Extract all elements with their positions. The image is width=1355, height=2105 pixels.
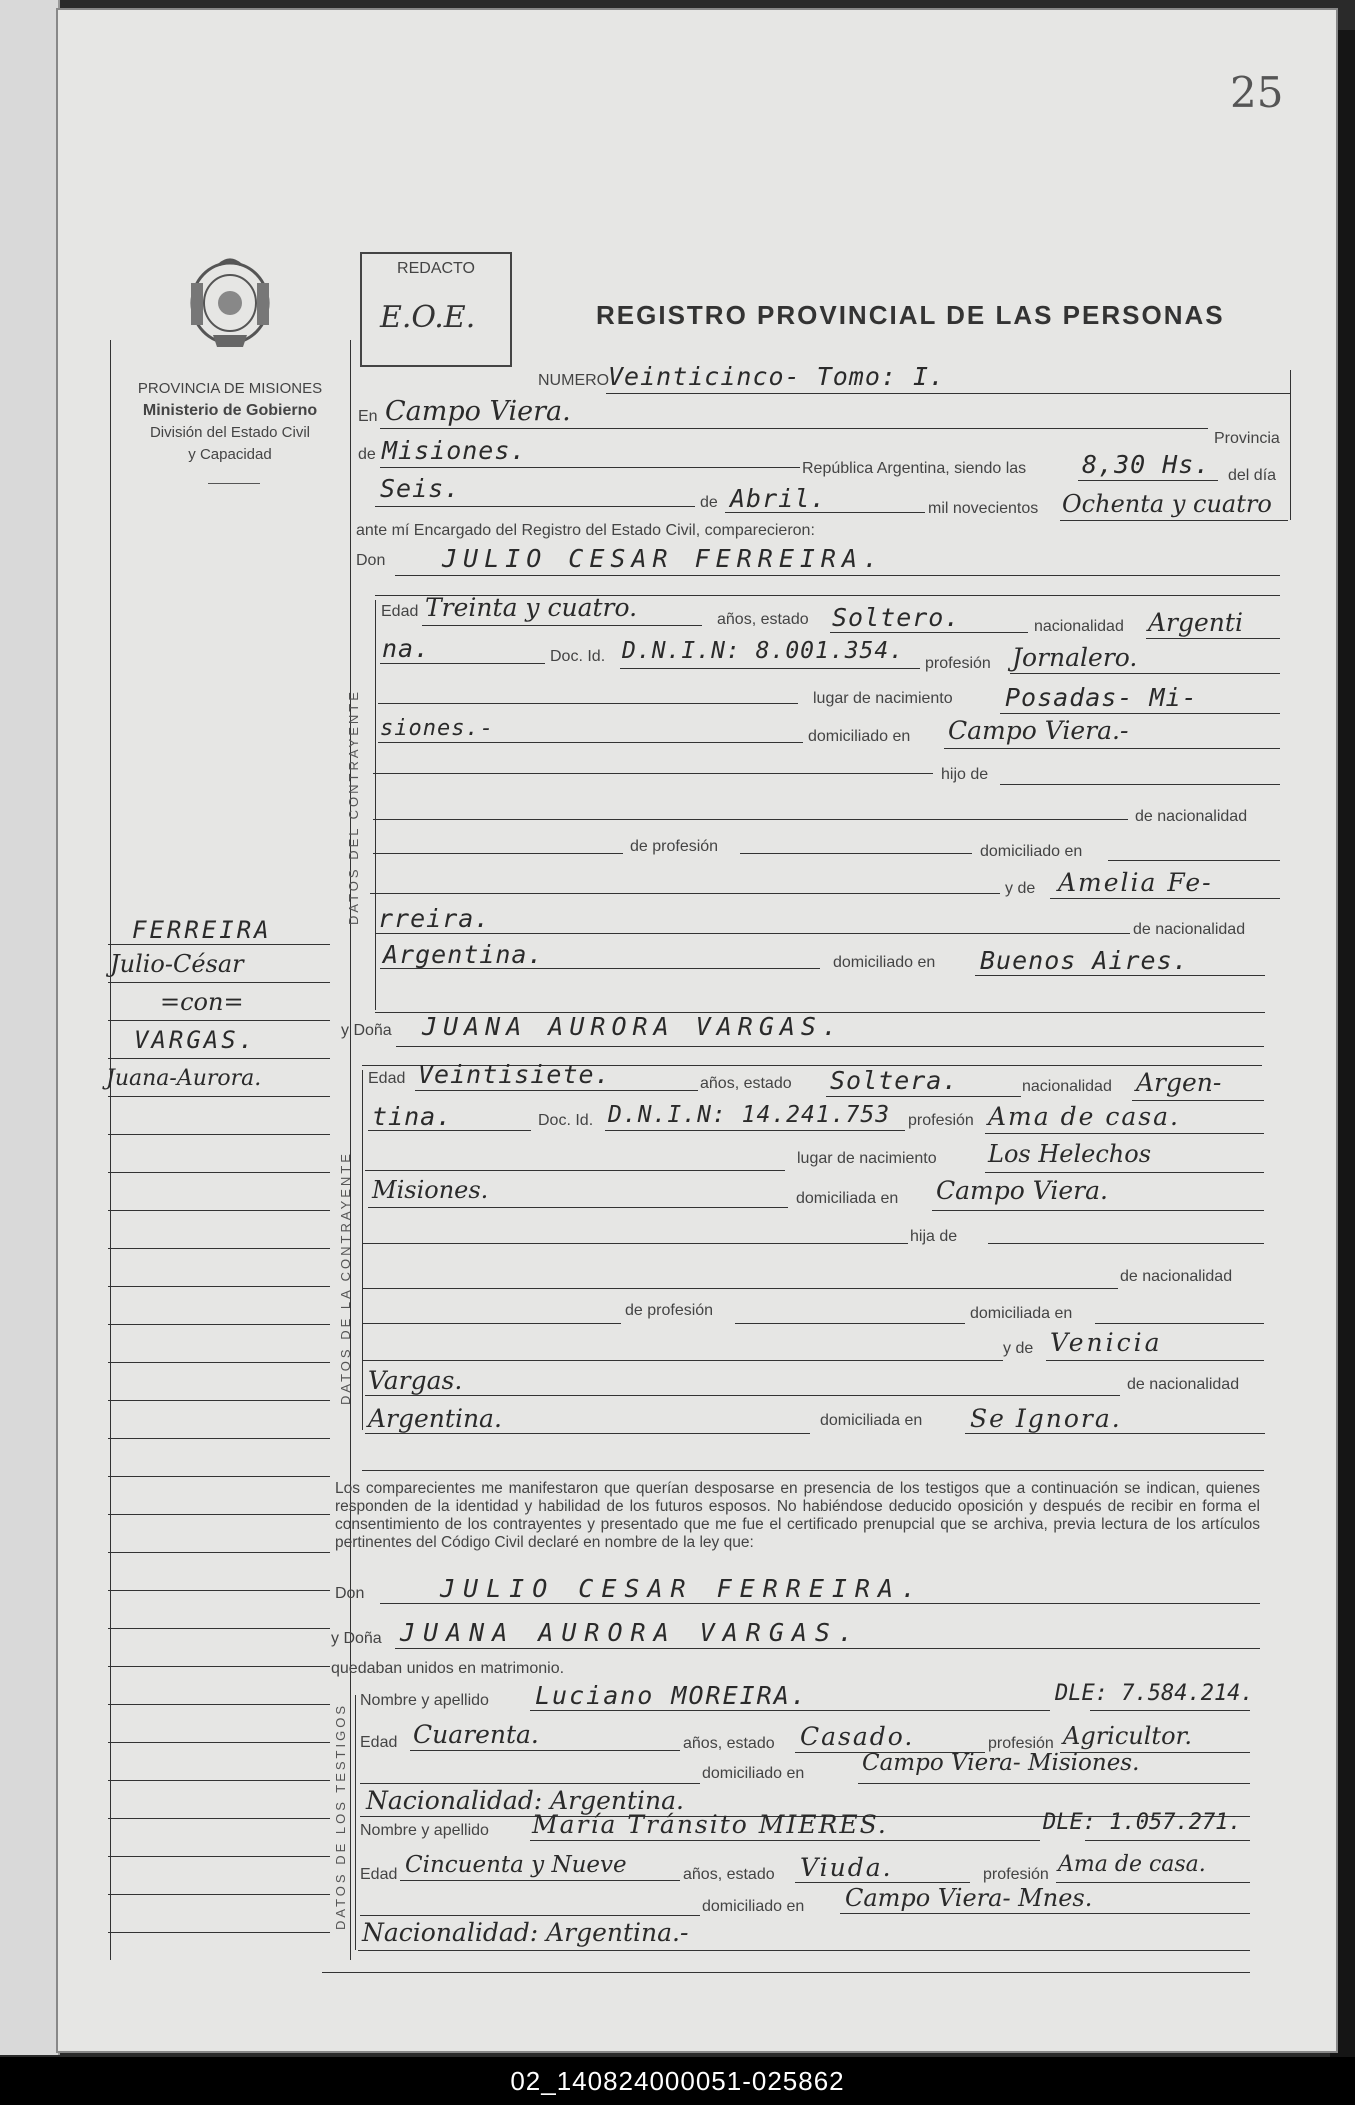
mes-rule xyxy=(725,512,925,513)
t1-dom-rule xyxy=(858,1783,1250,1784)
margin-rule-2 xyxy=(108,982,330,983)
c-y-de-label: y de xyxy=(1005,880,1036,897)
document-title: REGISTRO PROVINCIAL DE LAS PERSONAS xyxy=(596,300,1225,330)
t1-doc-value: DLE: 7.584.214. xyxy=(1055,1681,1254,1706)
f-madre-rule xyxy=(1046,1360,1264,1361)
margin-empty-rule xyxy=(108,1438,330,1439)
contrayente-side-label: DATOS DEL CONTRAYENTE xyxy=(346,689,361,925)
f-madre-pre-rule xyxy=(363,1360,1003,1361)
margin-note-line-2: Julio-César xyxy=(110,950,244,978)
f-nac-rule xyxy=(1132,1100,1264,1101)
c-blank-rule xyxy=(378,703,798,704)
t1-profesion-value: Agricultor. xyxy=(1063,1722,1192,1750)
c-madre-nac-rule xyxy=(380,968,820,969)
f-estado-value: Soltera. xyxy=(830,1066,959,1095)
f-hija-rule-2 xyxy=(988,1243,1264,1244)
c-padre-prof-rule xyxy=(740,853,972,854)
f-madre-cont-rule xyxy=(365,1395,1120,1396)
margin-empty-rule xyxy=(108,1476,330,1477)
t1-estado-label: años, estado xyxy=(683,1735,775,1752)
f-hija-label: hija de xyxy=(910,1228,958,1245)
don-value: JULIO CESAR FERREIRA. xyxy=(442,544,885,573)
redacto-box xyxy=(360,252,512,367)
f-lugar-rule xyxy=(985,1172,1264,1173)
margin-empty-rule xyxy=(108,1248,330,1249)
en-label: En xyxy=(358,408,378,425)
don-rule xyxy=(395,575,1280,576)
margin-empty-rule xyxy=(108,1400,330,1401)
en-value: Campo Viera. xyxy=(385,396,571,427)
c-nacionalidad-value: Argenti xyxy=(1148,608,1243,637)
c-doc-rule xyxy=(620,668,920,669)
form-bottom-rule xyxy=(322,1972,1250,1973)
contrayente-f-side-label: DATOS DE LA CONTRAYENTE xyxy=(338,1151,353,1405)
f-de-profesion-label: de profesión xyxy=(625,1302,714,1319)
t1-doc-rule xyxy=(1090,1710,1250,1711)
f-bottom-rule xyxy=(362,1470,1264,1471)
t2-doc-value: DLE: 1.057.271. xyxy=(1043,1810,1242,1835)
c-madre-cont-rule xyxy=(375,933,1130,934)
hora-value: 8,30 Hs. xyxy=(1082,450,1211,479)
institution-division: División del Estado Civil xyxy=(149,424,311,441)
union-dona-rule xyxy=(395,1648,1260,1649)
c-hijo-rule xyxy=(373,773,933,774)
t1-nombre-value: Luciano MOREIRA. xyxy=(535,1681,808,1710)
contrayente-f-box-border xyxy=(362,1070,363,1430)
margin-empty-rule xyxy=(108,1362,330,1363)
margin-note-line-1: FERREIRA xyxy=(132,916,272,944)
f-y-de-label: y de xyxy=(1003,1340,1034,1357)
form-left-border xyxy=(350,340,351,1960)
f-nombre-value: JUANA AURORA VARGAS. xyxy=(422,1012,844,1041)
f-doc-label: Doc. Id. xyxy=(538,1112,594,1129)
c-domiciliado-label: domiciliado en xyxy=(808,728,911,745)
numero-rule xyxy=(606,393,1290,394)
de-value: Misiones. xyxy=(382,436,527,465)
contrayente-box-border xyxy=(375,600,376,1010)
margin-empty-rule xyxy=(108,1286,330,1287)
ante-label: ante mí Encargado del Registro del Estado Civil, comparecieron: xyxy=(356,522,815,539)
numero-label: NUMERO xyxy=(538,372,610,389)
f-profesion-value: Ama de casa. xyxy=(988,1102,1180,1131)
c-domicilio-value: Campo Viera.- xyxy=(948,716,1129,745)
mes-de-label: de xyxy=(700,494,718,511)
c-domiciliado-en-label: domiciliado en xyxy=(980,843,1083,860)
testigos-side-label: DATOS DE LOS TESTIGOS xyxy=(333,1703,348,1930)
coat-of-arms-seal xyxy=(183,255,278,355)
c-doc-value: D.N.I.N: 8.001.354. xyxy=(622,638,905,664)
margin-note-line-4: VARGAS. xyxy=(134,1026,257,1054)
margin-empty-rule xyxy=(108,1210,330,1211)
t2-profesion-value: Ama de casa. xyxy=(1058,1852,1206,1877)
t2-edad-label: Edad xyxy=(360,1866,398,1883)
c-madre-rule xyxy=(1050,898,1280,899)
t1-dom-value: Campo Viera- Misiones. xyxy=(862,1750,1140,1776)
f-madre-nac-value: Argentina. xyxy=(368,1404,502,1433)
t2-nombre-value: María Tránsito MIERES. xyxy=(532,1810,888,1839)
c-padre-rule xyxy=(373,819,1128,820)
margin-empty-rule xyxy=(108,1894,330,1895)
margin-rule-4 xyxy=(108,1058,330,1059)
f-madre-dom-rule xyxy=(965,1433,1265,1434)
f-madre-value: Venicia xyxy=(1050,1328,1163,1357)
c-edad-rule xyxy=(422,625,702,626)
c-lugar-cont: siones.- xyxy=(380,716,494,741)
c-profesion-label: profesión xyxy=(925,655,991,672)
c-de-nacionalidad-label: de nacionalidad xyxy=(1135,808,1248,825)
f-madre-cont: Vargas. xyxy=(368,1366,463,1395)
union-don-label: Don xyxy=(335,1585,365,1602)
c-dom-rule xyxy=(944,748,1280,749)
c-doc-label: Doc. Id. xyxy=(550,648,606,665)
f-blank-rule xyxy=(365,1170,785,1171)
margin-empty-rule xyxy=(108,1552,330,1553)
f-dom-rule xyxy=(932,1210,1264,1211)
t1-nombre-rule xyxy=(530,1710,1050,1711)
c-madre-dom-value: Buenos Aires. xyxy=(980,946,1189,975)
f-madre-dom-value: Se Ignora. xyxy=(970,1404,1122,1433)
t2-estado-rule xyxy=(795,1882,970,1883)
margin-empty-rule xyxy=(108,1932,330,1933)
c-padre-nac-rule xyxy=(373,853,623,854)
c-de-profesion-label: de profesión xyxy=(630,838,719,855)
t2-nac-value: Nacionalidad: Argentina.- xyxy=(362,1918,689,1947)
t2-estado-label: años, estado xyxy=(683,1866,775,1883)
t1-edad-rule xyxy=(410,1750,680,1751)
t2-nac-rule xyxy=(358,1950,1250,1951)
f-padre-rule xyxy=(363,1288,1118,1289)
f-de-nacionalidad-label: de nacionalidad xyxy=(1120,1268,1233,1285)
margin-empty-rule xyxy=(108,1818,330,1819)
t2-doc-rule xyxy=(1085,1840,1250,1841)
c-madre-value: Amelia Fe- xyxy=(1058,868,1213,897)
t2-nombre-rule xyxy=(530,1840,1040,1841)
f-padre-prof-rule xyxy=(735,1323,965,1324)
provincia-label: Provincia xyxy=(1214,430,1280,447)
margin-rule-1 xyxy=(108,944,330,945)
f-nacionalidad-cont: tina. xyxy=(372,1102,453,1131)
t2-blank-rule xyxy=(360,1915,700,1916)
c-madre-nac-value: Argentina. xyxy=(383,940,544,969)
anio-rule xyxy=(1060,520,1288,521)
anio-value: Ochenta y cuatro xyxy=(1062,490,1272,518)
hora-rule xyxy=(1078,480,1218,481)
margin-empty-rule xyxy=(108,1134,330,1135)
t2-nombre-label: Nombre y apellido xyxy=(360,1822,489,1839)
de-rule xyxy=(380,467,800,468)
t1-dom-label: domiciliado en xyxy=(702,1765,805,1782)
margin-empty-rule xyxy=(108,1514,330,1515)
c-estado-value: Soltero. xyxy=(832,603,961,632)
c-anios-estado-label: años, estado xyxy=(717,611,809,628)
institution-block xyxy=(112,378,348,466)
republica-label: República Argentina, siendo las xyxy=(802,460,1027,477)
testigos-box-border xyxy=(355,1695,356,1950)
f-nacionalidad-label: nacionalidad xyxy=(1022,1078,1112,1095)
del-dia-label: del día xyxy=(1228,467,1277,484)
f-nacionalidad-value: Argen- xyxy=(1136,1068,1222,1097)
t1-edad-label: Edad xyxy=(360,1734,398,1751)
margin-empty-rule xyxy=(108,1780,330,1781)
t2-dom-rule xyxy=(840,1913,1250,1914)
f-lugar-cont-rule xyxy=(368,1207,788,1208)
page-number: 25 xyxy=(1230,68,1284,117)
f-doc-rule xyxy=(605,1130,905,1131)
f-domicilio-value: Campo Viera. xyxy=(936,1176,1108,1205)
en-rule xyxy=(380,428,1208,429)
c-lugar-value: Posadas- Mi- xyxy=(1005,683,1198,712)
form-right-border xyxy=(1290,370,1291,520)
f-nac-cont-rule xyxy=(368,1130,531,1131)
f-estado-rule xyxy=(826,1096,1021,1097)
declaration-paragraph: Los comparecientes me manifestaron que querían desposarse en presencia de los testigos que a continuación se indican, quienes responden de la identidad y habilidad de los futuros esposos. No habiéndose deducido oposición y después de recibir en forma el consentimiento de los contrayentes y presentado que me fue el certificado prenupcial que se archiva, previa lectura de los artículos pertinentes del Código Civil declaré en nombre de la ley que: xyxy=(335,1480,1260,1551)
margin-empty-rule xyxy=(108,1666,330,1667)
c-hijo-label: hijo de xyxy=(941,766,989,783)
union-don-rule xyxy=(380,1603,1260,1604)
book-left-page xyxy=(0,0,60,2055)
t2-edad-rule xyxy=(400,1880,680,1881)
t1-profesion-label: profesión xyxy=(988,1735,1054,1752)
mes-value: Abril. xyxy=(730,484,827,513)
margin-empty-rule xyxy=(108,1172,330,1173)
c-edad-label: Edad xyxy=(381,603,419,620)
f-doc-value: D.N.I.N: 14.241.753 xyxy=(608,1102,891,1128)
union-don-value: JULIO CESAR FERREIRA. xyxy=(440,1574,925,1603)
f-domiciliada-en-label: domiciliada en xyxy=(970,1305,1073,1322)
f-domiciliada-label: domiciliada en xyxy=(796,1190,899,1207)
f-madre-nac-rule xyxy=(365,1433,810,1434)
c-nacionalidad-cont: na. xyxy=(382,634,431,663)
numero-value: Veinticinco- Tomo: I. xyxy=(608,362,946,391)
t2-dom-label: domiciliado en xyxy=(702,1898,805,1915)
left-column-border xyxy=(110,340,111,1960)
c-madre-cont: rreira. xyxy=(378,904,491,933)
t2-estado-value: Viuda. xyxy=(800,1853,893,1882)
f-madre-dom-label: domiciliada en xyxy=(820,1412,923,1429)
margin-note-line-5: Juana-Aurora. xyxy=(106,1066,262,1091)
margin-empty-rule xyxy=(108,1628,330,1629)
margin-empty-rule xyxy=(108,1590,330,1591)
c-profesion-value: Jornalero. xyxy=(1012,643,1138,672)
c-nacionalidad-label: nacionalidad xyxy=(1034,618,1124,635)
f-padre-nac-rule xyxy=(363,1323,621,1324)
union-dona-value: JUANA AURORA VARGAS. xyxy=(400,1618,862,1647)
f-padre-dom-rule xyxy=(1095,1323,1264,1324)
don-label: Don xyxy=(356,552,386,569)
f-madre-nac-label: de nacionalidad xyxy=(1127,1376,1240,1393)
margin-empty-rule xyxy=(108,1704,330,1705)
union-dona-label: y Doña xyxy=(331,1630,382,1647)
margin-rule-3 xyxy=(108,1020,330,1021)
c-madre-dom-rule xyxy=(975,975,1265,976)
institution-division-2: y Capacidad xyxy=(188,446,272,463)
f-edad-rule xyxy=(415,1090,698,1091)
c-madre-pre-rule xyxy=(370,893,1000,894)
dia-value: Seis. xyxy=(380,474,461,503)
margin-rule-5 xyxy=(108,1096,330,1097)
c-nac-cont-rule xyxy=(380,663,545,664)
institution-ministry: Ministerio de Gobierno xyxy=(142,402,318,419)
margin-empty-rule xyxy=(108,1856,330,1857)
t2-profesion-label: profesión xyxy=(983,1866,1049,1883)
c-prof-rule xyxy=(1010,673,1280,674)
t2-dom-value: Campo Viera- Mnes. xyxy=(845,1884,1093,1912)
c-madre-nac-label: de nacionalidad xyxy=(1133,921,1246,938)
c-estado-rule xyxy=(830,632,1028,633)
c-nac-rule xyxy=(1146,638,1280,639)
c-madre-dom-label: domiciliado en xyxy=(833,954,936,971)
image-caption: 02_140824000051-025862 xyxy=(0,2057,1355,2105)
margin-note-line-3: =con= xyxy=(160,988,244,1016)
f-edad-value: Veintisiete. xyxy=(418,1060,611,1089)
de-label: de xyxy=(358,446,376,463)
t1-nac-value: Nacionalidad: Argentina. xyxy=(366,1786,685,1815)
t1-estado-value: Casado. xyxy=(800,1722,915,1751)
t2-prof-rule xyxy=(1056,1882,1250,1883)
redacto-initials: E.O.E. xyxy=(380,300,476,335)
t1-edad-value: Cuarenta. xyxy=(413,1720,539,1749)
t1-blank-rule xyxy=(360,1783,700,1784)
f-prof-rule xyxy=(985,1133,1264,1134)
t2-edad-value: Cincuenta y Nueve xyxy=(405,1852,627,1878)
dia-rule xyxy=(375,506,695,507)
institution-province: PROVINCIA DE MISIONES xyxy=(137,380,323,397)
margin-empty-rule xyxy=(108,1324,330,1325)
c-padre-dom-rule xyxy=(1108,860,1280,861)
c-edad-value: Treinta y cuatro. xyxy=(425,593,638,622)
redacto-label: REDACTO xyxy=(397,260,475,277)
institution-rule xyxy=(208,483,260,484)
f-lugar-value: Los Helechos xyxy=(988,1140,1152,1168)
f-edad-label: Edad xyxy=(368,1070,406,1087)
f-lugar-label: lugar de nacimiento xyxy=(797,1150,937,1167)
c-lugar-label: lugar de nacimiento xyxy=(813,690,953,707)
f-anios-estado-label: años, estado xyxy=(700,1075,792,1092)
c-hijo-rule-2 xyxy=(1000,784,1280,785)
mil-label: mil novecientos xyxy=(928,500,1039,517)
f-y-dona-label: y Doña xyxy=(341,1022,392,1039)
f-profesion-label: profesión xyxy=(908,1112,974,1129)
union-closing: quedaban unidos en matrimonio. xyxy=(331,1660,565,1677)
c-lugar-rule xyxy=(1000,713,1280,714)
c-lugar-cont-rule xyxy=(378,742,803,743)
margin-empty-rule xyxy=(108,1742,330,1743)
f-lugar-cont: Misiones. xyxy=(372,1176,489,1204)
f-hija-rule xyxy=(363,1243,908,1244)
t1-nombre-label: Nombre y apellido xyxy=(360,1692,489,1709)
f-nombre-rule xyxy=(396,1046,1264,1047)
